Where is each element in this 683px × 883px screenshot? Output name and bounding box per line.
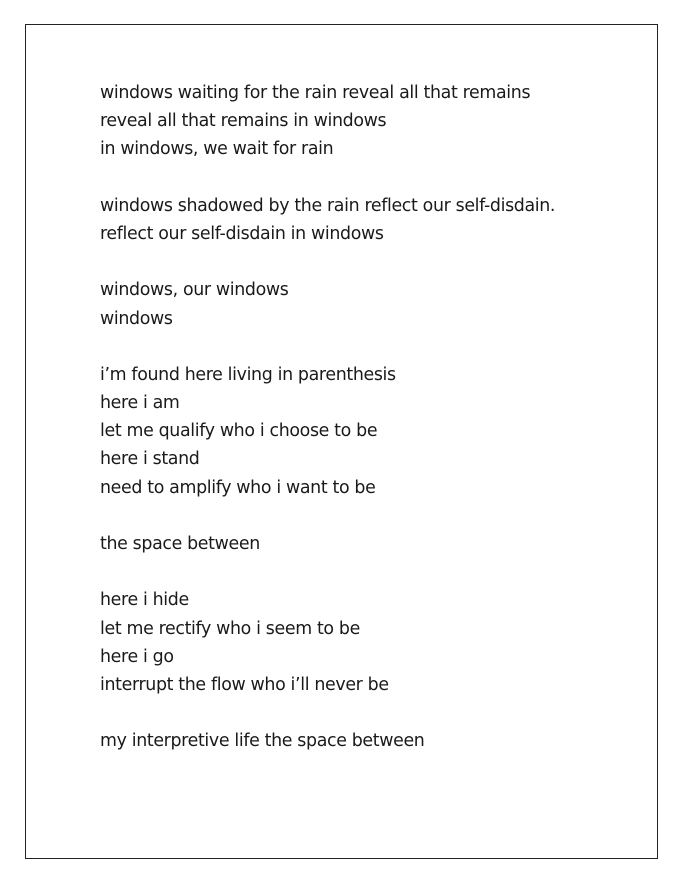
stanza-6 xyxy=(100,586,637,699)
poem-line: my interpretive life the space between xyxy=(100,731,425,752)
stanza-2 xyxy=(100,192,637,248)
poem-line: here i go xyxy=(100,646,174,667)
poem-line: windows xyxy=(100,308,173,329)
poem-text xyxy=(100,79,637,756)
poem-line: let me rectify who i seem to be xyxy=(100,618,360,639)
poem-line: the space between xyxy=(100,534,260,554)
poem-line: reflect our self-disdain in windows xyxy=(100,223,384,244)
poem-line: windows shadowed by the rain reflect our self-disdain. xyxy=(100,195,556,216)
poem-line: in windows, we wait for rain xyxy=(100,139,334,160)
stanza-7 xyxy=(100,727,637,755)
stanza-4 xyxy=(100,361,637,502)
poem-line: windows waiting for the rain reveal all that remains xyxy=(100,83,531,103)
poem-line: reveal all that remains in windows xyxy=(100,111,387,132)
poem-line: interrupt the flow who i’ll never be xyxy=(100,674,389,695)
poem-line: need to amplify who i want to be xyxy=(100,477,376,498)
poem-line: windows, our windows xyxy=(100,280,289,301)
poem-line: here i hide xyxy=(100,590,189,611)
poem-line: here i am xyxy=(100,393,180,414)
stanza-3 xyxy=(100,276,637,332)
poem-line: let me qualify who i choose to be xyxy=(100,421,378,442)
document-page xyxy=(25,24,658,859)
stanza-5 xyxy=(100,530,637,558)
stanza-1 xyxy=(100,79,637,164)
poem-line: i’m found here living in parenthesis xyxy=(100,364,396,385)
poem-line: here i stand xyxy=(100,449,200,470)
